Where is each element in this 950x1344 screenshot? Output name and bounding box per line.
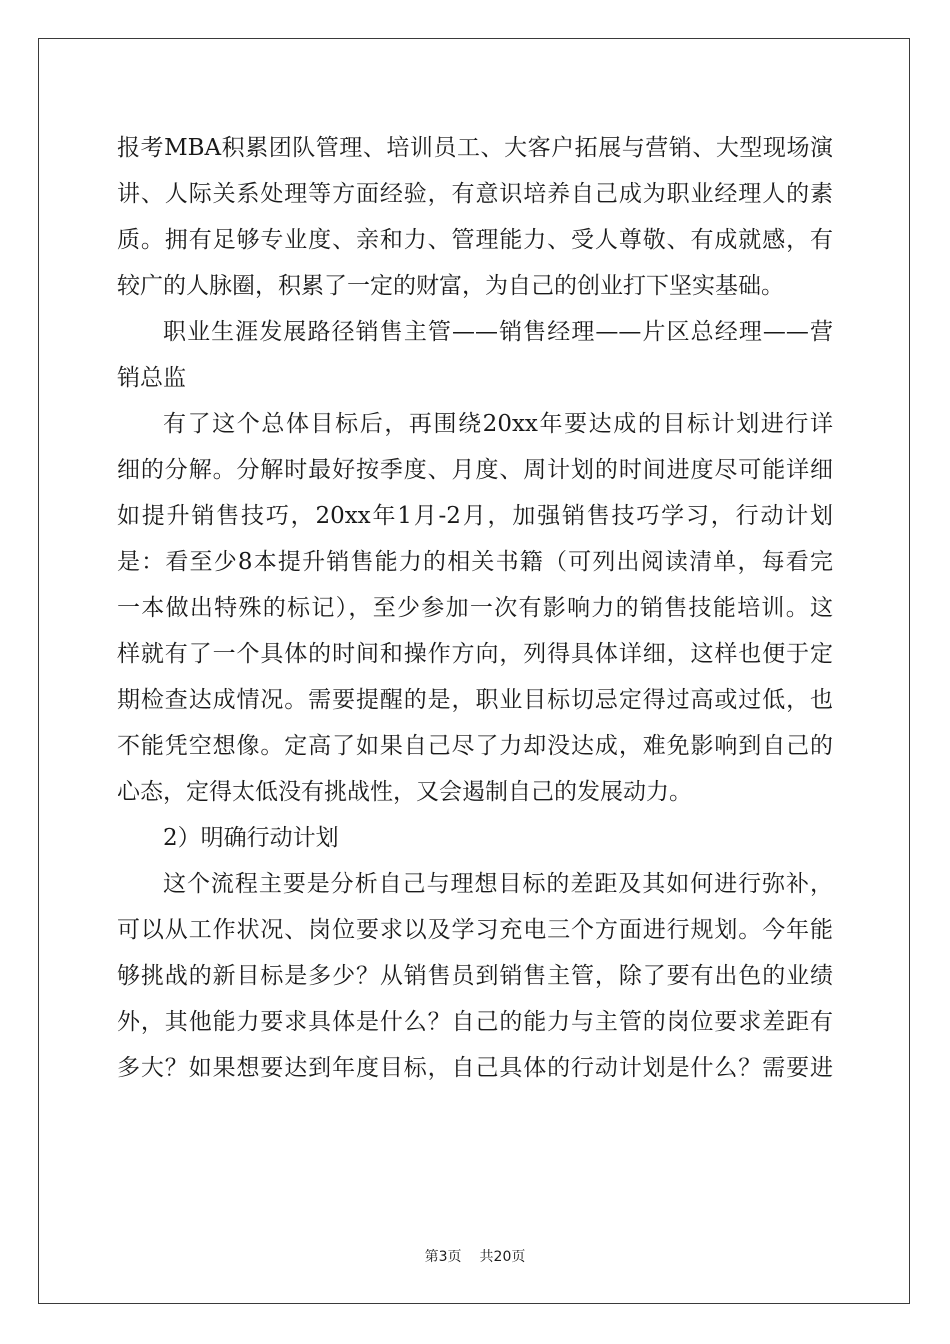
page-number: 第3页 [424, 1249, 462, 1265]
text-line: 如提升销售技巧，20xx年1月-2月，加强销售技巧学习，行动计划 [117, 503, 833, 529]
text-line: 样就有了一个具体的时间和操作方向，列得具体详细，这样也便于定 [117, 641, 833, 667]
page-footer [0, 1246, 950, 1266]
text-line: 这个流程主要是分析自己与理想目标的差距及其如何进行弥补， [163, 871, 833, 897]
text-line: 有了这个总体目标后，再围绕20xx年要达成的目标计划进行详 [163, 411, 833, 437]
text-line: 外，其他能力要求具体是什么？自己的能力与主管的岗位要求差距有 [117, 1009, 833, 1035]
text-line: 销总监 [117, 365, 186, 391]
section-heading: 2）明确行动计划 [163, 825, 339, 851]
text-line: 较广的人脉圈，积累了一定的财富，为自己的创业打下坚实基础。 [117, 273, 784, 299]
text-line: 够挑战的新目标是多少？从销售员到销售主管，除了要有出色的业绩 [117, 963, 833, 989]
text-line: 职业生涯发展路径销售主管——销售经理——片区总经理——营 [163, 319, 833, 345]
text-line: 质。拥有足够专业度、亲和力、管理能力、受人尊敬、有成就感，有 [117, 227, 833, 253]
text-line: 期检查达成情况。需要提醒的是，职业目标切忌定得过高或过低，也 [117, 687, 833, 713]
text-line: 一本做出特殊的标记），至少参加一次有影响力的销售技能培训。这 [117, 595, 833, 621]
page-total: 共20页 [479, 1249, 526, 1265]
text-line: 心态，定得太低没有挑战性，又会遏制自己的发展动力。 [117, 779, 692, 805]
text-line: 可以从工作状况、岗位要求以及学习充电三个方面进行规划。今年能 [117, 917, 833, 943]
text-line: 不能凭空想像。定高了如果自己尽了力却没达成，难免影响到自己的 [117, 733, 833, 759]
text-line: 讲、人际关系处理等方面经验，有意识培养自己成为职业经理人的素 [117, 181, 833, 207]
text-line: 是：看至少8本提升销售能力的相关书籍（可列出阅读清单，每看完 [117, 549, 833, 575]
text-line: 多大？如果想要达到年度目标，自己具体的行动计划是什么？需要进 [117, 1055, 833, 1081]
text-line: 报考MBA积累团队管理、培训员工、大客户拓展与营销、大型现场演 [117, 135, 833, 161]
text-line: 细的分解。分解时最好按季度、月度、周计划的时间进度尽可能详细 [117, 457, 833, 483]
